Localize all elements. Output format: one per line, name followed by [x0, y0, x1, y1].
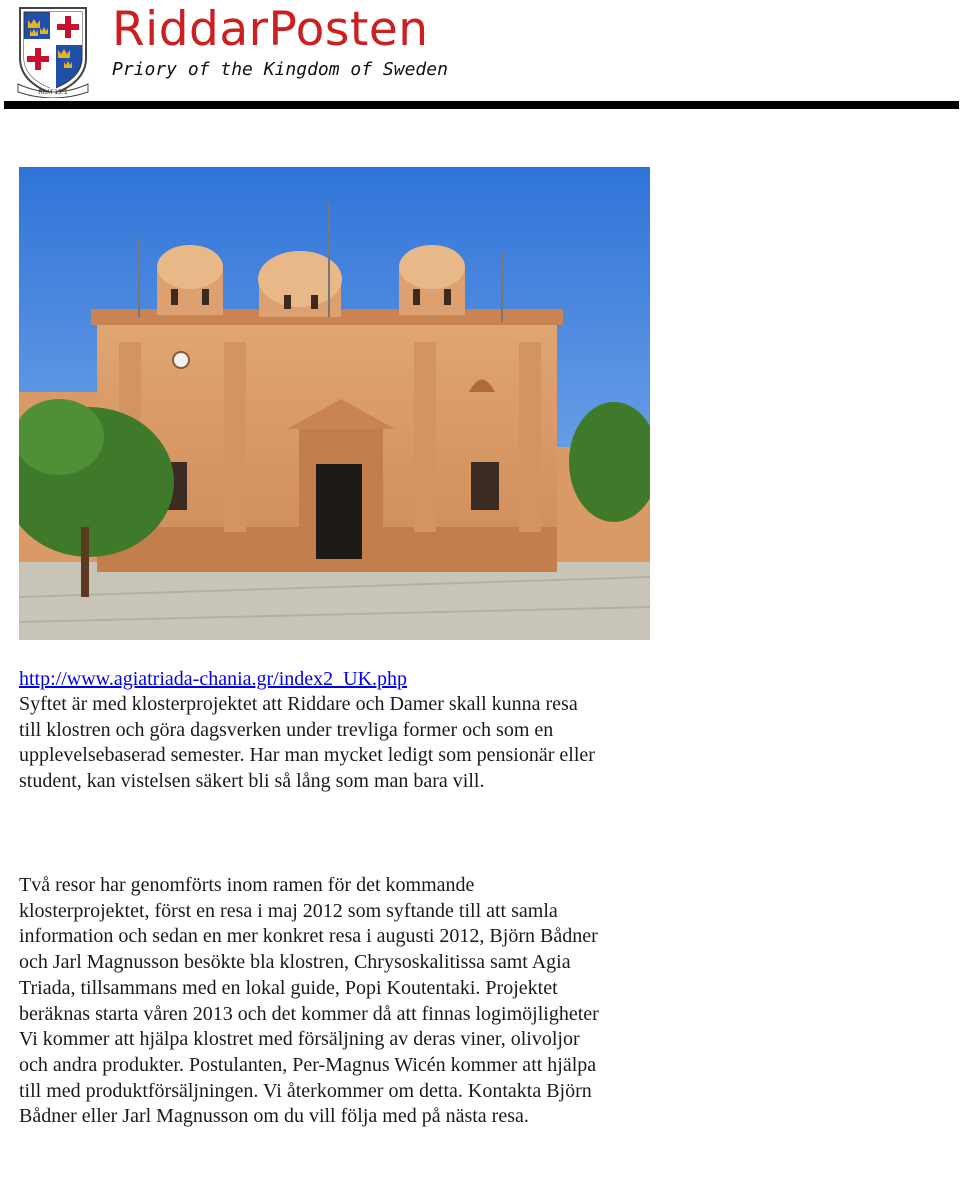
order-shield-logo: [14, 4, 92, 98]
monastery-website-link[interactable]: http://www.agiatriada-chania.gr/index2_UK.php: [19, 668, 408, 690]
paragraph-trips: Två resor har genomförts inom ramen för det kommande klosterprojektet, först en resa i maj 2012 som syftande till att samla information och sedan en mer konkret resa i augusti 2012, Björn Bådner och Jarl Magnusson besökte bla klostren, Chrysoskalitissa samt Agia Triada, tillsammans med en lokal guide, Popi Koutentaki. Projektet beräknas starta våren 2013 och det kommer då att finnas logimöjligheter Vi kommer att hjälpa klostret med försäljning av deras viner, olivoljor och andra produkter. Postulanten, Per-Magnus Wicén kommer att hjälpa till med produktförsäljningen. Vi återkommer om detta. Kontakta Björn Bådner eller Jarl Magnusson om du vill följa med på nästa resa.: [19, 874, 599, 1128]
paragraph-purpose: Syftet är med klosterprojektet att Riddare och Damer skall kunna resa till klostren och göra dagsverken under trevliga former och som en upplevelsebaserad semester. Har man mycket ledigt som pensionär eller student, kan vistelsen säkert bli så lång som man bara vill.: [19, 693, 595, 793]
site-subtitle: Priory of the Kingdom of Sweden: [112, 59, 448, 80]
page-header: [0, 0, 960, 112]
site-title: RiddarPosten: [112, 2, 429, 57]
header-divider: [4, 101, 959, 109]
svg-text:ROM 15:1: ROM 15:1: [38, 89, 68, 96]
monastery-church-photo: [19, 167, 650, 640]
